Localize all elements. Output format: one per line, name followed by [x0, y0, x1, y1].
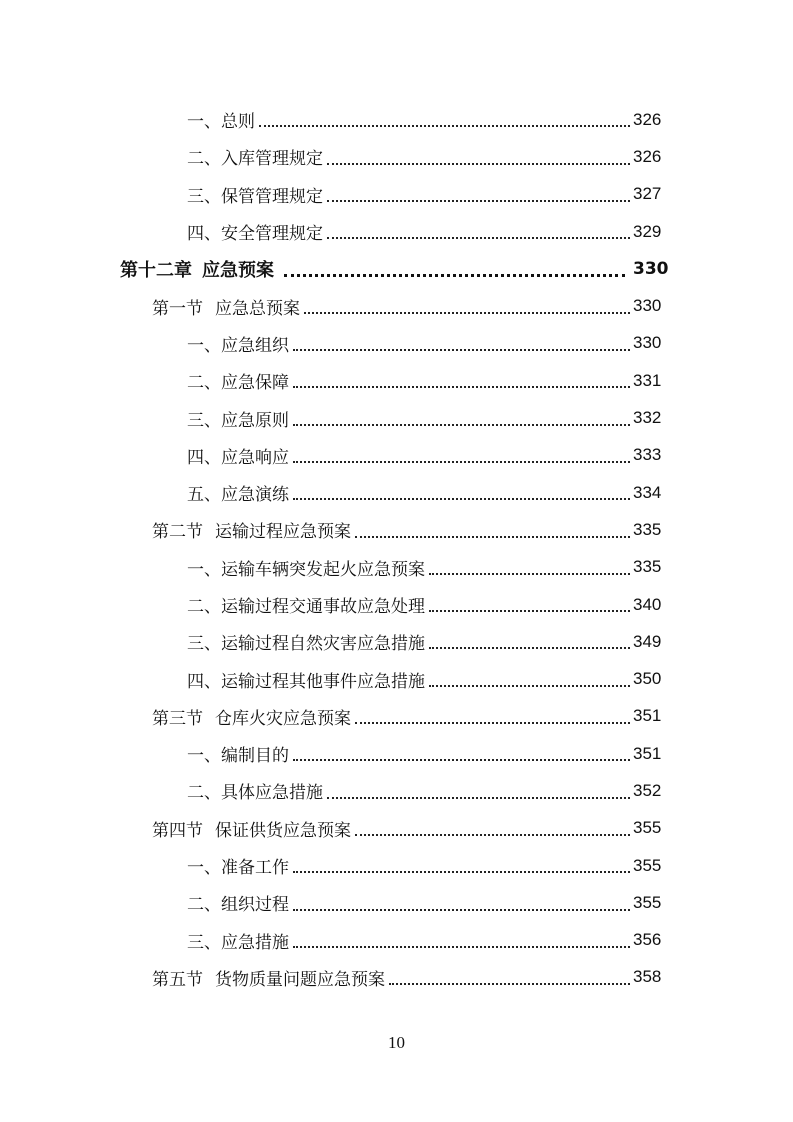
toc-dot-leader [293, 497, 630, 500]
toc-entry-title: 货物质量问题应急预案 [215, 969, 385, 990]
toc-entry-title: 保管管理规定 [221, 186, 323, 207]
toc-entry-prefix: 一、 [187, 559, 221, 580]
toc-item-entry[interactable] [0, 213, 793, 250]
toc-entry-title: 应急总预案 [215, 298, 300, 319]
toc-entry-page: 355 [633, 892, 662, 912]
toc-entry-page: 349 [633, 631, 662, 651]
toc-item-entry[interactable] [0, 586, 793, 623]
toc-dot-leader [293, 908, 630, 911]
toc-entry-page: 335 [633, 519, 662, 539]
toc-entry-page: 358 [633, 967, 662, 987]
toc-entry-title: 应急预案 [202, 259, 274, 281]
toc-entry-prefix: 四、 [187, 447, 221, 468]
toc-dot-leader [293, 460, 630, 463]
toc-entry-prefix: 第十二章 [120, 259, 192, 281]
toc-entry-page: 327 [633, 184, 662, 204]
toc-entry-prefix: 第五节 [152, 969, 203, 990]
toc-entry-prefix: 四、 [187, 671, 221, 692]
toc-entry-title: 应急保障 [221, 373, 289, 394]
toc-entry-title: 运输过程自然灾害应急措施 [221, 634, 425, 655]
toc-entry-page: 330 [633, 258, 669, 279]
toc-section-entry[interactable] [0, 810, 793, 847]
toc-item-entry[interactable] [0, 325, 793, 362]
toc-entry-page: 334 [633, 482, 662, 502]
toc-entry-title: 保证供货应急预案 [215, 820, 351, 841]
toc-item-entry[interactable] [0, 474, 793, 511]
toc-item-entry[interactable] [0, 884, 793, 921]
toc-entry-prefix: 一、 [187, 112, 221, 133]
toc-entry-page: 335 [633, 557, 662, 577]
toc-entry-prefix: 第一节 [152, 298, 203, 319]
toc-entry-page: 330 [633, 333, 662, 353]
toc-entry-title: 应急响应 [221, 447, 289, 468]
toc-entry-prefix: 第三节 [152, 708, 203, 729]
toc-section-entry[interactable] [0, 287, 793, 324]
toc-item-entry[interactable] [0, 735, 793, 772]
toc-dot-leader [259, 124, 630, 127]
toc-dot-leader [389, 982, 630, 985]
toc-entry-page: 355 [633, 855, 662, 875]
toc-dot-leader [304, 311, 630, 314]
toc-entry-page: 333 [633, 445, 662, 465]
toc-item-entry[interactable] [0, 437, 793, 474]
toc-dot-leader [429, 572, 630, 575]
toc-item-entry[interactable] [0, 922, 793, 959]
toc-entry-prefix: 第四节 [152, 820, 203, 841]
toc-dot-leader [327, 236, 630, 239]
toc-entry-prefix: 一、 [187, 858, 221, 879]
toc-dot-leader [293, 945, 630, 948]
toc-dot-leader [429, 684, 630, 687]
toc-item-entry[interactable] [0, 772, 793, 809]
toc-entry-page: 356 [633, 930, 662, 950]
toc-entry-prefix: 四、 [187, 224, 221, 245]
toc-entry-title: 运输过程应急预案 [215, 522, 351, 543]
toc-section-entry[interactable] [0, 959, 793, 996]
toc-dot-leader [293, 348, 630, 351]
toc-dot-leader [355, 833, 630, 836]
toc-entry-title: 组织过程 [221, 895, 289, 916]
toc-entry-prefix: 三、 [187, 410, 221, 431]
toc-item-entry[interactable] [0, 176, 793, 213]
toc-section-entry[interactable] [0, 511, 793, 548]
toc-entry-page: 352 [633, 780, 662, 800]
toc-item-entry[interactable] [0, 847, 793, 884]
toc-dot-leader [293, 870, 630, 873]
toc-entry-title: 应急措施 [221, 932, 289, 953]
toc-entry-prefix: 第二节 [152, 522, 203, 543]
toc-dot-leader [327, 199, 630, 202]
toc-dot-leader [293, 385, 630, 388]
toc-dot-leader [355, 721, 630, 724]
toc-entry-page: 351 [633, 743, 662, 763]
toc-dot-leader [293, 423, 630, 426]
toc-dot-leader [355, 535, 630, 538]
toc-item-entry[interactable] [0, 101, 793, 138]
toc-entry-page: 326 [633, 109, 662, 129]
toc-entry-prefix: 三、 [187, 932, 221, 953]
toc-chapter-entry[interactable] [0, 250, 793, 287]
toc-entry-page: 340 [633, 594, 662, 614]
toc-entry-title: 运输过程交通事故应急处理 [221, 597, 425, 617]
toc-entry-prefix: 一、 [187, 335, 221, 356]
toc-dot-leader [327, 162, 630, 165]
toc-entry-title: 应急原则 [221, 410, 289, 431]
toc-entry-page: 331 [633, 370, 662, 390]
toc-entry-prefix: 二、 [187, 597, 221, 617]
toc-entry-prefix: 三、 [187, 634, 221, 655]
toc-entry-page: 355 [633, 818, 662, 838]
toc-entry-title: 仓库火灾应急预案 [215, 708, 351, 729]
toc-entry-page: 326 [633, 146, 662, 166]
toc-entry-title: 具体应急措施 [221, 783, 323, 804]
toc-item-entry[interactable] [0, 660, 793, 697]
toc-item-entry[interactable] [0, 362, 793, 399]
toc-entry-title: 运输过程其他事件应急措施 [221, 671, 425, 692]
toc-entry-page: 329 [633, 221, 662, 241]
toc-entry-title: 总则 [221, 112, 255, 133]
toc-dot-leader [293, 758, 630, 761]
toc-entry-title: 准备工作 [221, 858, 289, 879]
toc-item-entry[interactable] [0, 138, 793, 175]
toc-entry-prefix: 二、 [187, 783, 221, 804]
toc-entry-page: 351 [633, 706, 662, 726]
toc-entry-title: 应急组织 [221, 335, 289, 356]
toc-section-entry[interactable] [0, 698, 793, 735]
toc-dot-leader [429, 609, 630, 612]
toc-entry-prefix: 二、 [187, 895, 221, 916]
toc-dot-leader [327, 796, 630, 799]
toc-dot-leader [284, 273, 625, 277]
toc-entry-title: 入库管理规定 [221, 149, 323, 170]
toc-entry-prefix: 五、 [187, 485, 221, 506]
toc-entry-title: 应急演练 [221, 485, 289, 506]
toc-entry-prefix: 二、 [187, 373, 221, 394]
toc-item-entry[interactable] [0, 623, 793, 660]
toc-entry-page: 350 [633, 669, 662, 689]
toc-entry-page: 332 [633, 408, 662, 428]
toc-entry-title: 编制目的 [221, 746, 289, 767]
toc-entry-prefix: 二、 [187, 149, 221, 170]
toc-item-entry[interactable] [0, 549, 793, 586]
page-number: 10 [388, 1033, 405, 1052]
toc-entry-prefix: 三、 [187, 186, 221, 207]
toc-dot-leader [429, 646, 630, 649]
toc-entry-title: 安全管理规定 [221, 224, 323, 245]
toc-item-entry[interactable] [0, 399, 793, 436]
toc-entry-prefix: 一、 [187, 746, 221, 767]
table-of-contents [0, 101, 793, 996]
toc-entry-page: 330 [633, 296, 662, 316]
toc-entry-title: 运输车辆突发起火应急预案 [221, 559, 425, 580]
